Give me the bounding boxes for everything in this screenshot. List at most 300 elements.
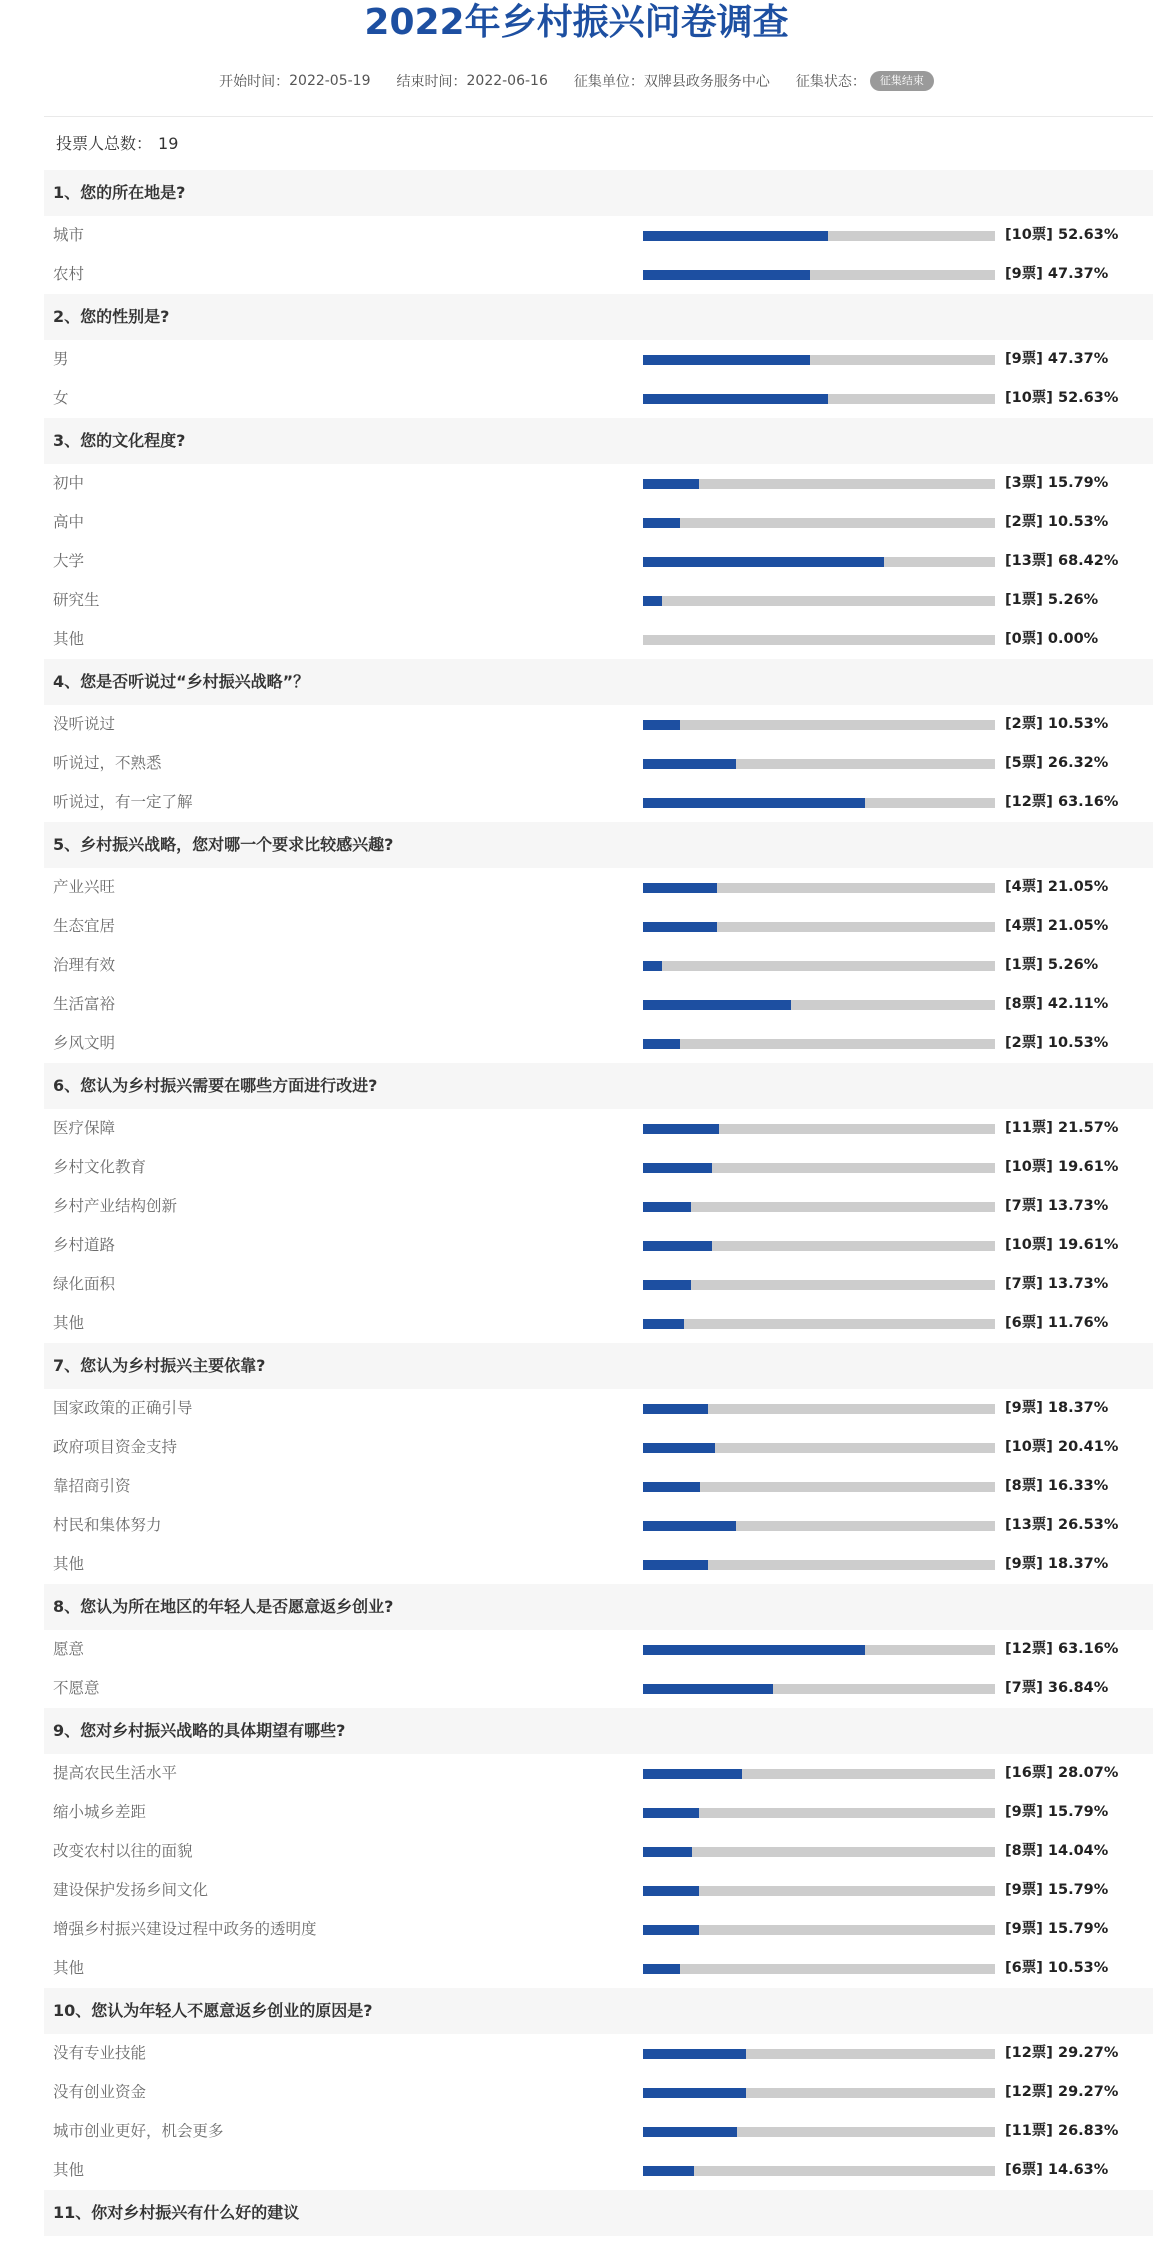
option-stat bbox=[1005, 1793, 1108, 1832]
option-label: 乡村文化教育 bbox=[53, 1158, 147, 1176]
vote-count: [12票] bbox=[1005, 794, 1053, 810]
vote-count: [10票] bbox=[1005, 1439, 1053, 1455]
option-row bbox=[44, 1024, 1153, 1063]
progress-bar-fill bbox=[643, 1319, 684, 1329]
collecting-org-value: 双牌县政务服务中心 bbox=[643, 74, 770, 90]
progress-bar-track bbox=[643, 1684, 995, 1694]
option-label: 其他 bbox=[53, 2161, 85, 2179]
progress-bar-fill bbox=[643, 961, 662, 971]
vote-percent: 36.84% bbox=[1047, 1680, 1109, 1696]
progress-bar-track bbox=[643, 1241, 995, 1251]
progress-bar-track bbox=[643, 596, 995, 606]
progress-bar-track bbox=[643, 1521, 995, 1531]
progress-bar-fill bbox=[643, 355, 810, 365]
start-time bbox=[219, 71, 370, 91]
option-label: 愿意 bbox=[53, 1640, 85, 1658]
vote-count: [12票] bbox=[1005, 1641, 1053, 1657]
start-time-value: 2022-05-19 bbox=[289, 73, 371, 89]
progress-bar-track bbox=[643, 1886, 995, 1896]
progress-bar-fill bbox=[643, 1443, 715, 1453]
option-label: 高中 bbox=[53, 513, 85, 531]
progress-bar-fill bbox=[643, 596, 662, 606]
progress-bar-fill bbox=[643, 557, 884, 567]
question-block bbox=[44, 1063, 1153, 1343]
option-label: 农村 bbox=[53, 265, 85, 283]
vote-count: [11票] bbox=[1005, 2123, 1053, 2139]
vote-percent: 0.00% bbox=[1047, 631, 1099, 647]
option-stat bbox=[1005, 2034, 1118, 2073]
progress-bar-track bbox=[643, 1964, 995, 1974]
option-row bbox=[44, 985, 1153, 1024]
progress-bar-fill bbox=[643, 1404, 708, 1414]
option-row bbox=[44, 1109, 1153, 1148]
progress-bar-fill bbox=[643, 2127, 737, 2137]
vote-percent: 42.11% bbox=[1047, 996, 1109, 1012]
vote-count: [9票] bbox=[1005, 1400, 1043, 1416]
vote-percent: 15.79% bbox=[1047, 1804, 1109, 1820]
vote-percent: 29.27% bbox=[1058, 2045, 1119, 2061]
option-row bbox=[44, 2034, 1153, 2073]
option-label: 城市创业更好，机会更多 bbox=[53, 2122, 224, 2140]
progress-bar-track bbox=[643, 2049, 995, 2059]
option-row bbox=[44, 1148, 1153, 1187]
progress-bar-track bbox=[643, 2166, 995, 2176]
option-stat bbox=[1005, 1669, 1108, 1708]
option-stat bbox=[1005, 705, 1108, 744]
progress-bar-track bbox=[643, 1645, 995, 1655]
option-label: 乡风文明 bbox=[53, 1034, 116, 1052]
option-row bbox=[44, 705, 1153, 744]
option-row bbox=[44, 1832, 1153, 1871]
vote-count: [13票] bbox=[1005, 553, 1053, 569]
vote-count: [9票] bbox=[1005, 266, 1043, 282]
vote-count: [5票] bbox=[1005, 755, 1043, 771]
progress-bar-track bbox=[643, 1808, 995, 1818]
progress-bar-fill bbox=[643, 1039, 680, 1049]
question-title: 3、您的文化程度? bbox=[44, 418, 1153, 464]
vote-percent: 18.37% bbox=[1047, 1400, 1109, 1416]
option-label: 村民和集体努力 bbox=[53, 1516, 162, 1534]
vote-count: [2票] bbox=[1005, 1035, 1043, 1051]
option-stat bbox=[1005, 2112, 1118, 2151]
question-block bbox=[44, 1708, 1153, 1988]
question-block bbox=[44, 1988, 1153, 2190]
progress-bar-track bbox=[643, 1202, 995, 1212]
vote-count: [13票] bbox=[1005, 1517, 1053, 1533]
progress-bar-track bbox=[643, 1124, 995, 1134]
progress-bar-fill bbox=[643, 798, 865, 808]
option-label: 研究生 bbox=[53, 591, 100, 609]
vote-count: [1票] bbox=[1005, 957, 1043, 973]
option-stat bbox=[1005, 2151, 1108, 2190]
collection-status-label: 征集状态： bbox=[795, 74, 866, 90]
progress-bar-fill bbox=[643, 1684, 773, 1694]
option-stat bbox=[1005, 1109, 1118, 1148]
vote-percent: 63.16% bbox=[1058, 794, 1119, 810]
option-stat bbox=[1005, 1265, 1108, 1304]
vote-count: [4票] bbox=[1005, 879, 1043, 895]
vote-percent: 52.63% bbox=[1058, 390, 1119, 406]
option-label: 听说过，不熟悉 bbox=[53, 754, 162, 772]
progress-bar-fill bbox=[643, 1925, 699, 1935]
survey-meta bbox=[0, 66, 1153, 96]
progress-bar-track bbox=[643, 1560, 995, 1570]
header-divider bbox=[44, 116, 1153, 117]
question-block bbox=[44, 822, 1153, 1063]
vote-percent: 21.05% bbox=[1047, 879, 1109, 895]
progress-bar-track bbox=[643, 798, 995, 808]
option-row bbox=[44, 2073, 1153, 2112]
progress-bar-track bbox=[643, 1280, 995, 1290]
vote-percent: 15.79% bbox=[1047, 1921, 1109, 1937]
option-stat bbox=[1005, 620, 1098, 659]
option-row bbox=[44, 1304, 1153, 1343]
option-row bbox=[44, 1630, 1153, 1669]
question-title: 10、您认为年轻人不愿意返乡创业的原因是? bbox=[44, 1988, 1153, 2034]
vote-percent: 26.83% bbox=[1058, 2123, 1119, 2139]
end-time bbox=[397, 71, 548, 91]
progress-bar-track bbox=[643, 2127, 995, 2137]
progress-bar-track bbox=[643, 1319, 995, 1329]
vote-percent: 21.05% bbox=[1047, 918, 1109, 934]
option-stat bbox=[1005, 1910, 1108, 1949]
progress-bar-fill bbox=[643, 720, 680, 730]
option-stat bbox=[1005, 1389, 1108, 1428]
vote-count: [8票] bbox=[1005, 1843, 1043, 1859]
option-label: 初中 bbox=[53, 474, 85, 492]
vote-count: [7票] bbox=[1005, 1198, 1043, 1214]
question-title: 8、您认为所在地区的年轻人是否愿意返乡创业? bbox=[44, 1584, 1153, 1630]
vote-count: [8票] bbox=[1005, 996, 1043, 1012]
progress-bar-fill bbox=[643, 394, 828, 404]
vote-percent: 19.61% bbox=[1058, 1237, 1119, 1253]
progress-bar-track bbox=[643, 759, 995, 769]
vote-percent: 10.53% bbox=[1047, 716, 1109, 732]
progress-bar-track bbox=[643, 961, 995, 971]
progress-bar-fill bbox=[643, 1808, 699, 1818]
option-row bbox=[44, 581, 1153, 620]
progress-bar-track bbox=[643, 720, 995, 730]
vote-percent: 15.79% bbox=[1047, 475, 1109, 491]
vote-percent: 47.37% bbox=[1047, 266, 1109, 282]
vote-count: [10票] bbox=[1005, 1237, 1053, 1253]
progress-bar-track bbox=[643, 1482, 995, 1492]
option-stat bbox=[1005, 503, 1108, 542]
vote-percent: 20.41% bbox=[1058, 1439, 1119, 1455]
progress-bar-fill bbox=[643, 1645, 865, 1655]
vote-percent: 10.53% bbox=[1047, 1035, 1109, 1051]
question-title: 7、您认为乡村振兴主要依靠? bbox=[44, 1343, 1153, 1389]
progress-bar-fill bbox=[643, 2166, 694, 2176]
progress-bar-fill bbox=[643, 518, 680, 528]
option-label: 没有专业技能 bbox=[53, 2044, 147, 2062]
question-block bbox=[44, 294, 1153, 418]
option-label: 不愿意 bbox=[53, 1679, 100, 1697]
start-time-label: 开始时间： bbox=[219, 74, 290, 90]
option-stat bbox=[1005, 1428, 1118, 1467]
vote-count: [6票] bbox=[1005, 1315, 1043, 1331]
voter-total-label: 投票人总数： bbox=[56, 134, 153, 153]
option-label: 生活富裕 bbox=[53, 995, 116, 1013]
option-row bbox=[44, 783, 1153, 822]
question-title: 4、您是否听说过“乡村振兴战略”？ bbox=[44, 659, 1153, 705]
vote-percent: 10.53% bbox=[1047, 1960, 1109, 1976]
progress-bar-track bbox=[643, 355, 995, 365]
option-row bbox=[44, 1389, 1153, 1428]
collecting-org-label: 征集单位： bbox=[573, 74, 644, 90]
option-label: 男 bbox=[53, 350, 69, 368]
question-title: 6、您认为乡村振兴需要在哪些方面进行改进? bbox=[44, 1063, 1153, 1109]
vote-count: [12票] bbox=[1005, 2045, 1053, 2061]
option-row bbox=[44, 1871, 1153, 1910]
vote-percent: 5.26% bbox=[1047, 957, 1099, 973]
option-row bbox=[44, 744, 1153, 783]
option-row bbox=[44, 340, 1153, 379]
option-row bbox=[44, 2151, 1153, 2190]
option-label: 靠招商引资 bbox=[53, 1477, 131, 1495]
vote-percent: 14.04% bbox=[1047, 1843, 1109, 1859]
vote-count: [0票] bbox=[1005, 631, 1043, 647]
option-label: 其他 bbox=[53, 1314, 85, 1332]
progress-bar-fill bbox=[643, 1280, 691, 1290]
vote-count: [9票] bbox=[1005, 351, 1043, 367]
option-row bbox=[44, 1754, 1153, 1793]
progress-bar-fill bbox=[643, 1482, 700, 1492]
option-row bbox=[44, 1545, 1153, 1584]
vote-count: [1票] bbox=[1005, 592, 1043, 608]
vote-percent: 5.26% bbox=[1047, 592, 1099, 608]
option-stat bbox=[1005, 1630, 1118, 1669]
progress-bar-fill bbox=[643, 922, 717, 932]
option-label: 生态宜居 bbox=[53, 917, 116, 935]
progress-bar-fill bbox=[643, 1241, 712, 1251]
page-title: 2022年乡村振兴问卷调查 bbox=[364, 2, 789, 43]
option-label: 城市 bbox=[53, 226, 85, 244]
option-row bbox=[44, 379, 1153, 418]
option-row bbox=[44, 1226, 1153, 1265]
vote-count: [2票] bbox=[1005, 716, 1043, 732]
vote-percent: 26.32% bbox=[1047, 755, 1109, 771]
option-row bbox=[44, 216, 1153, 255]
option-row bbox=[44, 946, 1153, 985]
option-stat bbox=[1005, 907, 1108, 946]
option-label: 提高农民生活水平 bbox=[53, 1764, 178, 1782]
option-stat bbox=[1005, 1949, 1108, 1988]
progress-bar-fill bbox=[643, 883, 717, 893]
vote-percent: 16.33% bbox=[1047, 1478, 1109, 1494]
option-row bbox=[44, 1467, 1153, 1506]
vote-count: [16票] bbox=[1005, 1765, 1053, 1781]
option-row bbox=[44, 868, 1153, 907]
progress-bar-track bbox=[643, 1163, 995, 1173]
progress-bar-fill bbox=[643, 1769, 742, 1779]
collection-status bbox=[796, 71, 934, 91]
vote-count: [12票] bbox=[1005, 2084, 1053, 2100]
option-stat bbox=[1005, 783, 1118, 822]
option-stat bbox=[1005, 744, 1108, 783]
progress-bar-track bbox=[643, 883, 995, 893]
option-row bbox=[44, 1910, 1153, 1949]
progress-bar-fill bbox=[643, 1847, 692, 1857]
question-title: 5、乡村振兴战略，您对哪一个要求比较感兴趣? bbox=[44, 822, 1153, 868]
progress-bar-track bbox=[643, 479, 995, 489]
option-label: 没有创业资金 bbox=[53, 2083, 147, 2101]
option-row bbox=[44, 542, 1153, 581]
progress-bar-track bbox=[643, 270, 995, 280]
option-row bbox=[44, 1428, 1153, 1467]
vote-percent: 21.57% bbox=[1058, 1120, 1119, 1136]
question-title: 11、你对乡村振兴有什么好的建议 bbox=[44, 2190, 1153, 2236]
option-stat bbox=[1005, 216, 1118, 255]
option-label: 增强乡村振兴建设过程中政务的透明度 bbox=[53, 1920, 317, 1938]
option-stat bbox=[1005, 255, 1108, 294]
vote-percent: 52.63% bbox=[1058, 227, 1119, 243]
progress-bar-track bbox=[643, 394, 995, 404]
option-stat bbox=[1005, 1304, 1108, 1343]
collecting-org bbox=[574, 71, 770, 91]
option-label: 乡村道路 bbox=[53, 1236, 116, 1254]
option-stat bbox=[1005, 1187, 1108, 1226]
vote-count: [10票] bbox=[1005, 390, 1053, 406]
progress-bar-fill bbox=[643, 2088, 746, 2098]
option-row bbox=[44, 503, 1153, 542]
option-row bbox=[44, 2112, 1153, 2151]
question-title: 9、您对乡村振兴战略的具体期望有哪些? bbox=[44, 1708, 1153, 1754]
progress-bar-track bbox=[643, 518, 995, 528]
option-label: 听说过，有一定了解 bbox=[53, 793, 193, 811]
vote-count: [9票] bbox=[1005, 1804, 1043, 1820]
vote-percent: 14.63% bbox=[1047, 2162, 1109, 2178]
option-stat bbox=[1005, 985, 1108, 1024]
vote-percent: 28.07% bbox=[1058, 1765, 1119, 1781]
progress-bar-track bbox=[643, 1925, 995, 1935]
vote-percent: 13.73% bbox=[1047, 1276, 1109, 1292]
option-row bbox=[44, 1669, 1153, 1708]
option-label: 没听说过 bbox=[53, 715, 116, 733]
option-stat bbox=[1005, 1871, 1108, 1910]
voter-total-value: 19 bbox=[158, 134, 179, 153]
option-label: 缩小城乡差距 bbox=[53, 1803, 147, 1821]
vote-percent: 29.27% bbox=[1058, 2084, 1119, 2100]
option-stat bbox=[1005, 581, 1098, 620]
progress-bar-track bbox=[643, 1000, 995, 1010]
progress-bar-fill bbox=[643, 1560, 708, 1570]
progress-bar-track bbox=[643, 557, 995, 567]
option-row bbox=[44, 907, 1153, 946]
option-stat bbox=[1005, 1226, 1118, 1265]
end-time-label: 结束时间： bbox=[396, 74, 467, 90]
progress-bar-track bbox=[643, 922, 995, 932]
option-row bbox=[44, 1506, 1153, 1545]
question-block bbox=[44, 1343, 1153, 1584]
vote-percent: 63.16% bbox=[1058, 1641, 1119, 1657]
voter-total bbox=[56, 130, 178, 158]
option-row bbox=[44, 1949, 1153, 1988]
option-stat bbox=[1005, 1467, 1108, 1506]
option-row bbox=[44, 1793, 1153, 1832]
option-label: 治理有效 bbox=[53, 956, 116, 974]
option-row bbox=[44, 255, 1153, 294]
option-label: 其他 bbox=[53, 630, 85, 648]
vote-percent: 47.37% bbox=[1047, 351, 1109, 367]
progress-bar-fill bbox=[643, 479, 699, 489]
vote-count: [3票] bbox=[1005, 475, 1043, 491]
option-label: 医疗保障 bbox=[53, 1119, 116, 1137]
option-stat bbox=[1005, 1832, 1108, 1871]
progress-bar-fill bbox=[643, 270, 810, 280]
option-label: 建设保护发扬乡间文化 bbox=[53, 1881, 209, 1899]
question-block bbox=[44, 2190, 1153, 2236]
option-stat bbox=[1005, 2073, 1118, 2112]
end-time-value: 2022-06-16 bbox=[466, 73, 548, 89]
progress-bar-track bbox=[643, 635, 995, 645]
vote-count: [6票] bbox=[1005, 1960, 1043, 1976]
vote-percent: 26.53% bbox=[1058, 1517, 1119, 1533]
question-block bbox=[44, 1584, 1153, 1708]
progress-bar-fill bbox=[643, 1521, 736, 1531]
vote-percent: 10.53% bbox=[1047, 514, 1109, 530]
progress-bar-fill bbox=[643, 2049, 746, 2059]
option-stat bbox=[1005, 1024, 1108, 1063]
progress-bar-track bbox=[643, 231, 995, 241]
vote-count: [10票] bbox=[1005, 227, 1053, 243]
option-stat bbox=[1005, 379, 1118, 418]
option-label: 女 bbox=[53, 389, 69, 407]
option-label: 国家政策的正确引导 bbox=[53, 1399, 193, 1417]
vote-count: [4票] bbox=[1005, 918, 1043, 934]
progress-bar-track bbox=[643, 1847, 995, 1857]
option-label: 其他 bbox=[53, 1959, 85, 1977]
vote-count: [9票] bbox=[1005, 1882, 1043, 1898]
option-stat bbox=[1005, 1148, 1118, 1187]
option-row bbox=[44, 620, 1153, 659]
question-title: 2、您的性别是? bbox=[44, 294, 1153, 340]
progress-bar-track bbox=[643, 2088, 995, 2098]
progress-bar-track bbox=[643, 1039, 995, 1049]
vote-count: [7票] bbox=[1005, 1276, 1043, 1292]
progress-bar-fill bbox=[643, 1124, 719, 1134]
option-row bbox=[44, 1265, 1153, 1304]
option-label: 绿化面积 bbox=[53, 1275, 116, 1293]
option-row bbox=[44, 464, 1153, 503]
vote-count: [8票] bbox=[1005, 1478, 1043, 1494]
vote-percent: 11.76% bbox=[1047, 1315, 1109, 1331]
vote-percent: 13.73% bbox=[1047, 1198, 1109, 1214]
option-row bbox=[44, 1187, 1153, 1226]
option-label: 改变农村以往的面貌 bbox=[53, 1842, 193, 1860]
progress-bar-fill bbox=[643, 1964, 680, 1974]
option-stat bbox=[1005, 464, 1108, 503]
progress-bar-fill bbox=[643, 1163, 712, 1173]
progress-bar-fill bbox=[643, 1000, 791, 1010]
question-block bbox=[44, 418, 1153, 659]
option-label: 产业兴旺 bbox=[53, 878, 116, 896]
progress-bar-fill bbox=[643, 1886, 699, 1896]
progress-bar-fill bbox=[643, 759, 736, 769]
option-stat bbox=[1005, 1506, 1118, 1545]
option-stat bbox=[1005, 340, 1108, 379]
option-label: 其他 bbox=[53, 1555, 85, 1573]
option-stat bbox=[1005, 946, 1098, 985]
vote-percent: 68.42% bbox=[1058, 553, 1119, 569]
progress-bar-fill bbox=[643, 1202, 691, 1212]
question-title: 1、您的所在地是? bbox=[44, 170, 1153, 216]
option-label: 政府项目资金支持 bbox=[53, 1438, 178, 1456]
vote-count: [11票] bbox=[1005, 1120, 1053, 1136]
option-label: 乡村产业结构创新 bbox=[53, 1197, 178, 1215]
vote-count: [2票] bbox=[1005, 514, 1043, 530]
vote-percent: 18.37% bbox=[1047, 1556, 1109, 1572]
